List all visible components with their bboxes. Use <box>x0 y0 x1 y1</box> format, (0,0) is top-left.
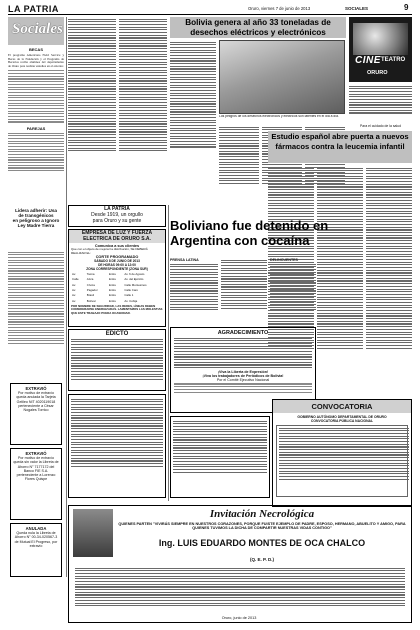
empresa-ad-intro: Que con el objeto de mejorar la distribución, SE DEBERÁ REALIZAR EL: <box>71 247 148 255</box>
convocatoria-header-2: CONVOCATORIA PÚBLICA NACIONAL <box>310 419 374 423</box>
col1-article-2 <box>8 250 64 380</box>
corte-cell: Entre <box>109 277 116 282</box>
invitacion-lines <box>75 568 405 607</box>
corte-cell: Av. 6 de Agosto <box>124 272 145 277</box>
notice-box <box>68 394 166 498</box>
empresa-luz-ad <box>68 229 166 327</box>
agradecimiento-signatures <box>174 383 312 392</box>
main-headline-wrap <box>170 218 360 256</box>
main-col-c <box>270 258 316 324</box>
corte-cell: Entre <box>109 282 116 287</box>
col1-body-lines-2 <box>8 133 64 172</box>
convocatoria-title: CONVOCATORIA <box>311 402 373 411</box>
col3-text <box>119 17 167 202</box>
lidera-label: Lidera adherir: Usa <box>15 208 57 213</box>
corte-cell: Av. <box>72 293 76 298</box>
invitacion-quote: QUIENES PARTEN "VIVIRÁS SIEMPRE EN NUESTROS CORAZONES, PORQUE FUISTE EJEMPLO DE PADRE, ESPOSO, HERMANO, ABUELITO Y AMIGO, PARA QUIENES TUVIMOS LA DICHA DE COMPARTIR NUESTRAS VIDAS CONTIGO" <box>118 522 406 531</box>
cine-photo <box>353 23 408 55</box>
convocatoria-table <box>276 425 408 497</box>
tag-line-3: Ley Madre Tierra <box>17 223 55 228</box>
main-col-a <box>170 258 218 324</box>
farmacia-headline-bar <box>268 131 412 163</box>
anulada-body: Queda nula la Libreta de Ahorro N° 00-34-020567-3 de Mutual El Progreso, por extravío <box>14 531 58 548</box>
farmacia-col-c <box>366 166 412 396</box>
top-story-caption: Los peligros de los desechos electrónicos y eléctricos son latentes en el día a día. <box>219 115 339 118</box>
col2-lines <box>68 19 116 152</box>
corte-cell: Entre <box>109 272 116 277</box>
anulada-title: ANULADA <box>25 526 47 531</box>
notice-lines-2 <box>173 421 267 473</box>
main-lines-a <box>170 264 218 311</box>
col2-text <box>68 17 116 202</box>
page-header <box>8 4 412 14</box>
col1-subhead: PAREJAS <box>26 125 46 131</box>
corte-cell: Entre <box>109 298 116 303</box>
col3-lines <box>119 19 167 152</box>
farmacia-lines-b <box>317 168 363 349</box>
patria-box-line-1: Desde 1919, un orgullo <box>91 212 143 218</box>
extravio-notice-1 <box>10 383 62 445</box>
corte-cell: Entre <box>109 288 116 293</box>
corte-cell: Entre <box>109 293 116 298</box>
patria-box-line-2: para Oruro y su gente <box>92 218 142 224</box>
la-patria-box <box>68 205 166 227</box>
edition-date: Oruro, viernes 7 de junio de 2013 <box>248 6 311 11</box>
convocatoria-table-lines <box>277 428 411 480</box>
col4-lines <box>170 42 216 148</box>
corte-cell: Av. Cobija <box>124 298 138 303</box>
main-subhead-2: DELINCUENTES <box>270 258 298 262</box>
extravio-1-body: Por motivo de extravío queda anulada la Tarjeta Gelileo NIT 4020119018 perteneciente a César Nogales Torrico <box>16 391 56 413</box>
corte-cell: Tacna <box>86 272 95 277</box>
header-rule <box>8 14 412 15</box>
extravio-1-title: EXTRAVIÓ <box>25 386 47 391</box>
agradecimiento-footer-3: Por el Comité Ejecutivo Nacional <box>216 377 270 382</box>
top-story-headline: Bolivia genera al año 33 toneladas de desechos eléctricos y electrónicos <box>185 18 331 37</box>
cine-title: CINE <box>355 55 381 66</box>
invitacion-title: Invitación Necrológica <box>209 508 315 520</box>
corte-cell: Bolívar <box>86 298 96 303</box>
sociales-title: Sociales <box>12 21 63 37</box>
agradecimiento-lines <box>174 338 312 369</box>
top-story-lines-a <box>219 127 259 185</box>
page-number: 9 <box>404 4 409 12</box>
farmacia-kicker: Para el cuidado de la salud <box>360 124 401 128</box>
main-subhead-1: PRENSA LATINA <box>170 258 199 262</box>
cine-subtitle: TEATRO <box>381 57 406 63</box>
empresa-ad-title: EMPRESA DE LUZ Y FUERZA ELECTRICA DE ORURO S.A. <box>81 230 153 242</box>
top-story-col-a <box>219 125 259 200</box>
main-col-b <box>221 258 267 324</box>
agradecimiento-footer-2: ¡Viva los trabajadores de Periódicos de Bolivia! <box>202 373 284 378</box>
invitacion-box <box>68 505 412 623</box>
extravio-2-body: Por motivo de extravío queda sin valor la Libreta de Ahorro N° 7177172 del Banco FIE S.A. perteneciente a Lorenzo Flores Quispe <box>13 456 59 482</box>
edicto-box <box>68 329 166 391</box>
corte-cell: Cívica <box>86 282 95 287</box>
corte-street-table <box>71 272 165 304</box>
col1-body-lines-3 <box>8 252 64 344</box>
convocatoria-box <box>272 399 412 507</box>
cine-text <box>349 84 412 122</box>
main-lines-b <box>221 260 267 309</box>
column-rule-2 <box>168 205 169 501</box>
section-tag: SOCIALES <box>345 5 369 11</box>
tag-line-2: en peligroso a Ignoro <box>12 218 60 223</box>
corte-cell: Arica <box>86 277 94 282</box>
notice-box-2 <box>170 416 270 498</box>
corte-cell: Calle Montesinos <box>124 282 147 287</box>
edicto-lines <box>71 339 163 380</box>
top-story-headline-bar <box>170 17 346 38</box>
corte-cell: Av. <box>72 282 76 287</box>
invitacion-footer: Oruro, junio de 2013 <box>221 616 257 620</box>
deceased-name: Ing. LUIS EDUARDO MONTES DE OCA CHALCO <box>158 538 366 548</box>
tag-line-1: de transgénicos <box>18 213 54 218</box>
col1-tag-box <box>8 208 64 248</box>
corte-cell: Calle <box>72 277 79 282</box>
corte-hours: DE HORAS 09:00 A 12:00 <box>98 263 136 268</box>
col1-head: BECAS <box>28 47 43 52</box>
corte-cell: Pagador <box>86 288 98 293</box>
empresa-ad-footer: POR NOMBRE DE SEGURIDAD, LAS REDES, LÍNEAS DEBEN CONSIDERARSE ENERGIZADAS. LAMENTAMOS LAS MOLESTIAS QUE ESTE TRABAJO PUEDA OCASIONAR. <box>71 303 163 315</box>
convocatoria-header <box>273 400 411 413</box>
empresa-ad-subtitle: Comunica a sus clientes <box>94 244 140 249</box>
corte-cell: Av. <box>72 288 76 293</box>
corte-cell: Calle Caro <box>124 288 139 293</box>
farmacia-col-b <box>317 166 363 396</box>
deceased-photo <box>73 509 113 557</box>
agradecimiento-footer-1: ¡Viva la Liberta de Expresión! <box>217 369 269 374</box>
anulada-notice <box>10 523 62 577</box>
cine-text-lines <box>349 86 412 114</box>
col1-article <box>8 47 64 207</box>
cine-venue: ORURO <box>367 70 388 76</box>
farmacia-lines-c <box>366 168 412 349</box>
empresa-ad-header <box>69 230 165 243</box>
cine-block <box>349 17 412 82</box>
sociales-banner <box>8 17 64 45</box>
extravio-2-title: EXTRAVIÓ <box>25 451 47 456</box>
convocatoria-header-1: GOBIERNO AUTÓNOMO DEPARTAMENTAL DE ORURO <box>297 415 387 419</box>
main-lines-c <box>270 264 316 311</box>
extravio-notice-2 <box>10 448 62 520</box>
agradecimiento-title: AGRADECIMIENTO <box>217 330 269 336</box>
corte-cell: Calle 1 <box>124 293 134 298</box>
col1-intro-text: El programa Americano Field Service y Becas de la Fundación y el Programa de Becarios recibe alumnos del departamento de Oruro para realizar estudios en el exterior. <box>8 53 64 68</box>
corte-cell: Av. del Ejército <box>124 277 144 282</box>
corte-cell: Av. <box>72 298 76 303</box>
corte-zone: ZONA CORRESPONDIENTE (ZONA SUR) <box>86 267 148 272</box>
masthead: LA PATRIA <box>8 4 59 14</box>
corte-heading: CORTE PROGRAMADO <box>95 255 139 260</box>
farmacia-headline: Estudio español abre puerta a nuevos fármacos contra la leucemia infantil <box>271 132 409 151</box>
top-story-photo <box>219 40 345 114</box>
edicto-title: EDICTO <box>105 331 129 337</box>
column-rule-1 <box>66 17 67 577</box>
corte-date: SÁBADO 8 DE JUNIO DE 2013 <box>94 259 140 264</box>
invitacion-body <box>75 566 405 608</box>
notice-lines <box>71 399 163 467</box>
main-headline: Boliviano fue detenido en Argentina con cocaína <box>170 218 329 248</box>
rip-label: (Q. E. P. D.) <box>250 557 274 562</box>
corte-cell: Brasil <box>86 293 95 298</box>
patria-box-name: LA PATRIA <box>104 206 130 212</box>
corte-cell: Av. <box>72 272 76 277</box>
col4-text <box>170 40 216 202</box>
col1-body-lines <box>8 70 64 122</box>
